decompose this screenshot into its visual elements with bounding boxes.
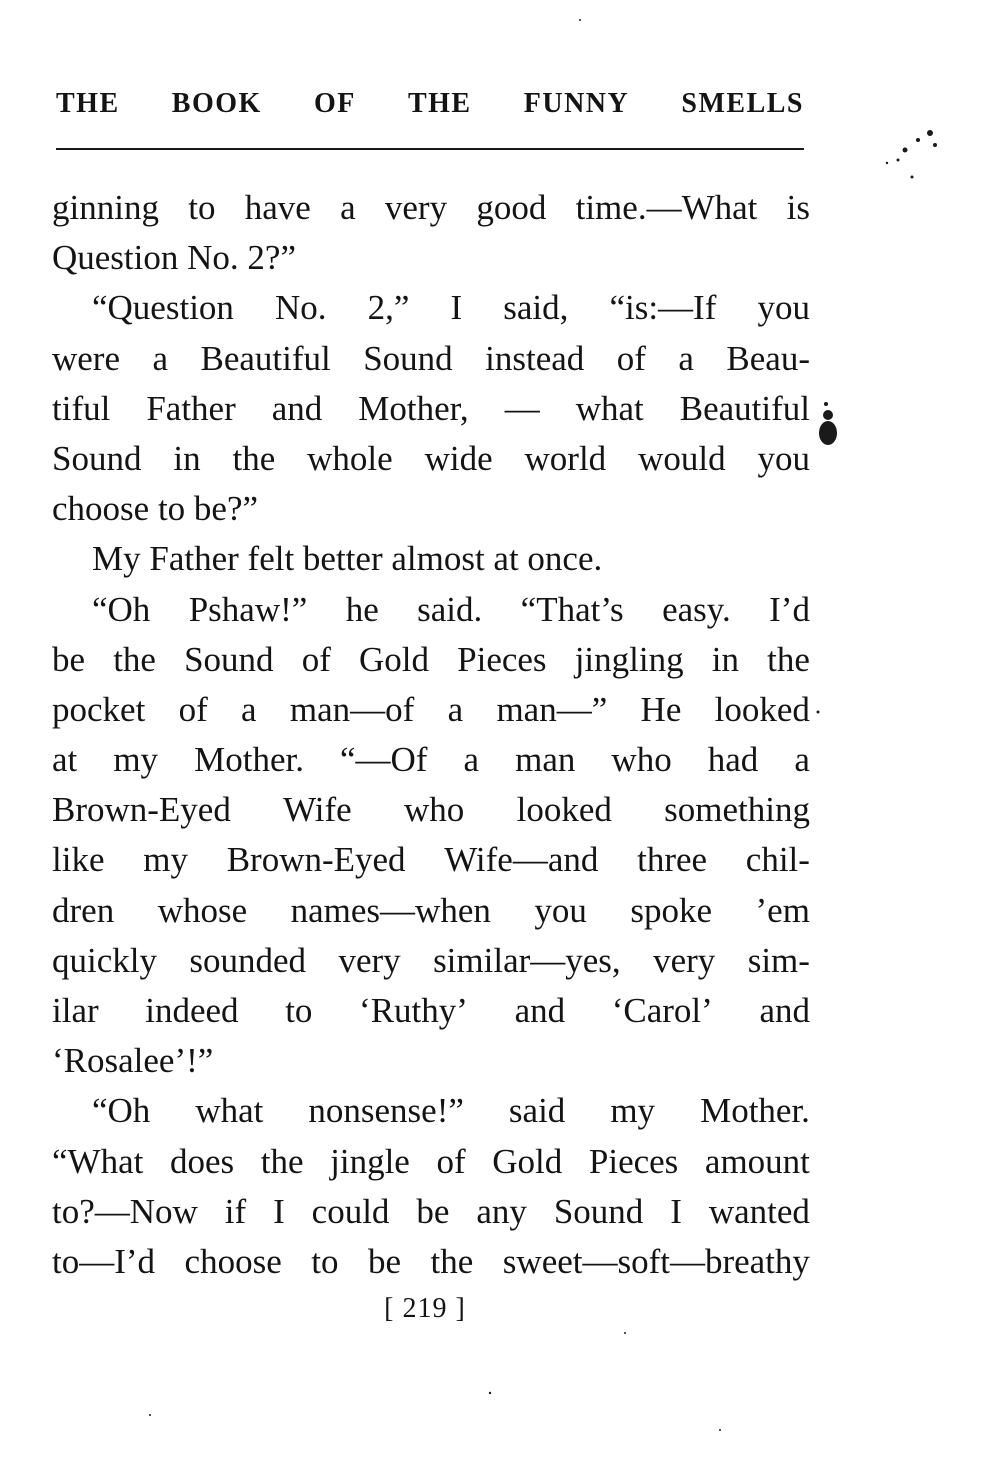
running-head — [56, 88, 804, 120]
text-line: “Oh Pshaw!” he said. “That’s easy. I’d — [92, 589, 810, 629]
text-line: to—I’d choose to be the sweet—soft—breathy — [52, 1241, 810, 1281]
text-line: tiful Father and Mother, — what Beautiful — [52, 388, 810, 428]
text-line: “What does the jingle of Gold Pieces amount — [52, 1141, 810, 1181]
running-head-word: FUNNY — [523, 88, 630, 119]
text-line: Question No. 2?” — [52, 238, 296, 278]
text-line: Sound in the whole wide world would you — [52, 438, 810, 478]
text-line: quickly sounded very similar—yes, very sim- — [52, 940, 810, 980]
text-line: be the Sound of Gold Pieces jingling in the — [52, 639, 810, 679]
text-line: were a Beautiful Sound instead of a Beau- — [52, 338, 810, 378]
text-line: ilar indeed to ‘Ruthy’ and ‘Carol’ and — [52, 991, 810, 1030]
running-head-word: SMELLS — [681, 88, 804, 119]
text-line: Brown-Eyed Wife who looked something — [52, 790, 810, 830]
text-line: pocket of a man—of a man—” He looked — [52, 689, 810, 729]
text-line: “Question No. 2,” I said, “is:—If you — [92, 288, 810, 328]
running-head-word: OF — [313, 88, 356, 119]
running-head-word: THE — [407, 88, 472, 119]
running-head-word: THE — [56, 88, 120, 119]
text-line: choose to be?” — [52, 489, 259, 529]
text-line: My Father felt better almost at once. — [92, 539, 603, 579]
body-text — [52, 183, 810, 1287]
header-rule — [56, 148, 804, 150]
text-line: dren whose names—when you spoke ’em — [52, 890, 810, 930]
running-head-word: BOOK — [171, 88, 262, 119]
text-line: at my Mother. “—Of a man who had a — [52, 740, 810, 780]
text-line: ‘Rosalee’!” — [52, 1041, 214, 1081]
text-line: to?—Now if I could be any Sound I wanted — [52, 1191, 810, 1231]
page-number: [ 219 ] — [384, 1293, 466, 1324]
text-line: ginning to have a very good time.—What is — [52, 188, 810, 227]
text-line: like my Brown-Eyed Wife—and three chil- — [52, 840, 810, 880]
text-line: “Oh what nonsense!” said my Mother. — [92, 1091, 810, 1131]
